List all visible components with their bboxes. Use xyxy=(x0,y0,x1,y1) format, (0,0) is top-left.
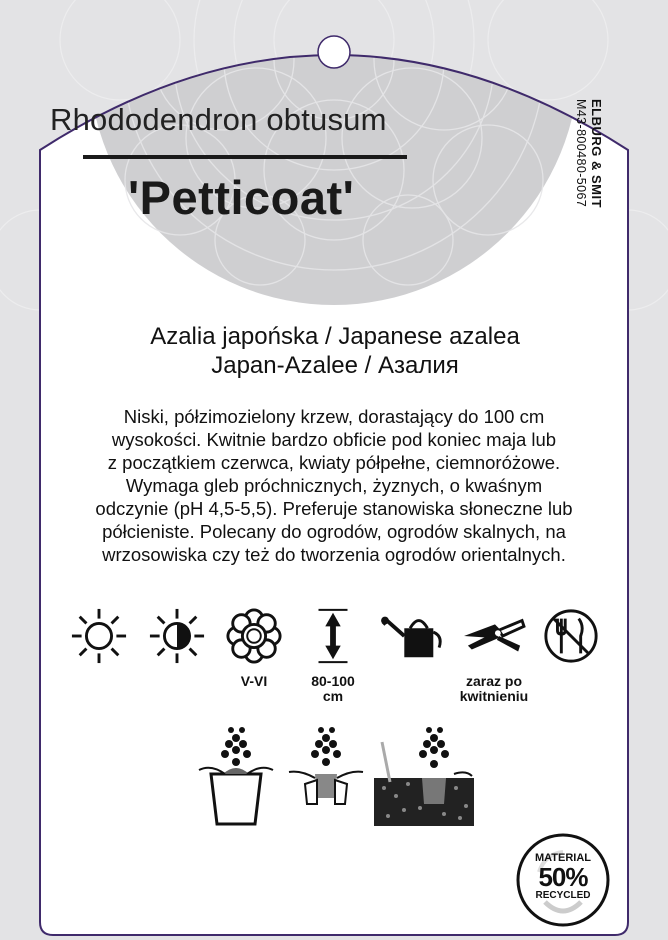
description-line: odczynie (pH 4,5-5,5). Preferuje stanowiska słoneczne lub xyxy=(95,498,573,519)
common-name-line: Azalia japońska / Japanese azalea xyxy=(150,323,520,350)
description xyxy=(60,405,608,566)
brand-name: ELBURG & SMIT xyxy=(589,99,604,209)
height-caption: 80-100 cm xyxy=(311,673,355,704)
common-name-line: Japan-Azalee / Азалия xyxy=(211,352,459,379)
pruning-caption: zaraz po kwitnieniu xyxy=(459,673,529,704)
watering-can-icon xyxy=(380,607,446,665)
planting-step-3-illustration xyxy=(374,722,474,827)
brand-block xyxy=(548,99,608,249)
description-line: półcieniste. Polecany do ogrodów, ogrodów skalnych, na xyxy=(102,521,566,542)
badge-percent: 50% xyxy=(538,862,588,892)
common-names xyxy=(60,322,610,380)
recycled-material-badge xyxy=(515,832,611,928)
flowering-period-caption: V-VI xyxy=(240,673,268,689)
description-line: Niski, półzimozielony krzew, dorastający do 100 cm xyxy=(123,406,545,427)
height-arrow-icon xyxy=(304,607,362,665)
pruning-shears-icon xyxy=(461,607,527,665)
title-divider xyxy=(83,155,407,159)
latin-name: Rhododendron obtusum xyxy=(50,102,387,137)
badge-recycled-label: RECYCLED xyxy=(535,890,591,901)
half-shade-icon xyxy=(148,607,206,665)
not-edible-icon xyxy=(542,607,600,665)
description-line: wrzosowiska czy też do tworzenia ogrodów orientalnych. xyxy=(102,544,566,565)
cultivar-name: 'Petticoat' xyxy=(128,171,355,224)
description-line: wysokości. Kwitnie bardzo obficie pod koniec maja lub xyxy=(111,429,557,450)
description-line: z początkiem czerwca, kwiaty półpełne, ciemnoróżowe. xyxy=(107,452,561,473)
planting-step-2-illustration xyxy=(287,722,365,827)
sun-icon xyxy=(70,607,128,665)
planting-step-1-illustration xyxy=(197,722,275,827)
badge-material-label: MATERIAL xyxy=(534,852,591,864)
product-code: M43-800480-5067 xyxy=(574,99,588,208)
flower-icon xyxy=(225,607,283,665)
description-line: Wymaga gleb próchnicznych, żyznych, o kwaśnym xyxy=(125,475,543,496)
